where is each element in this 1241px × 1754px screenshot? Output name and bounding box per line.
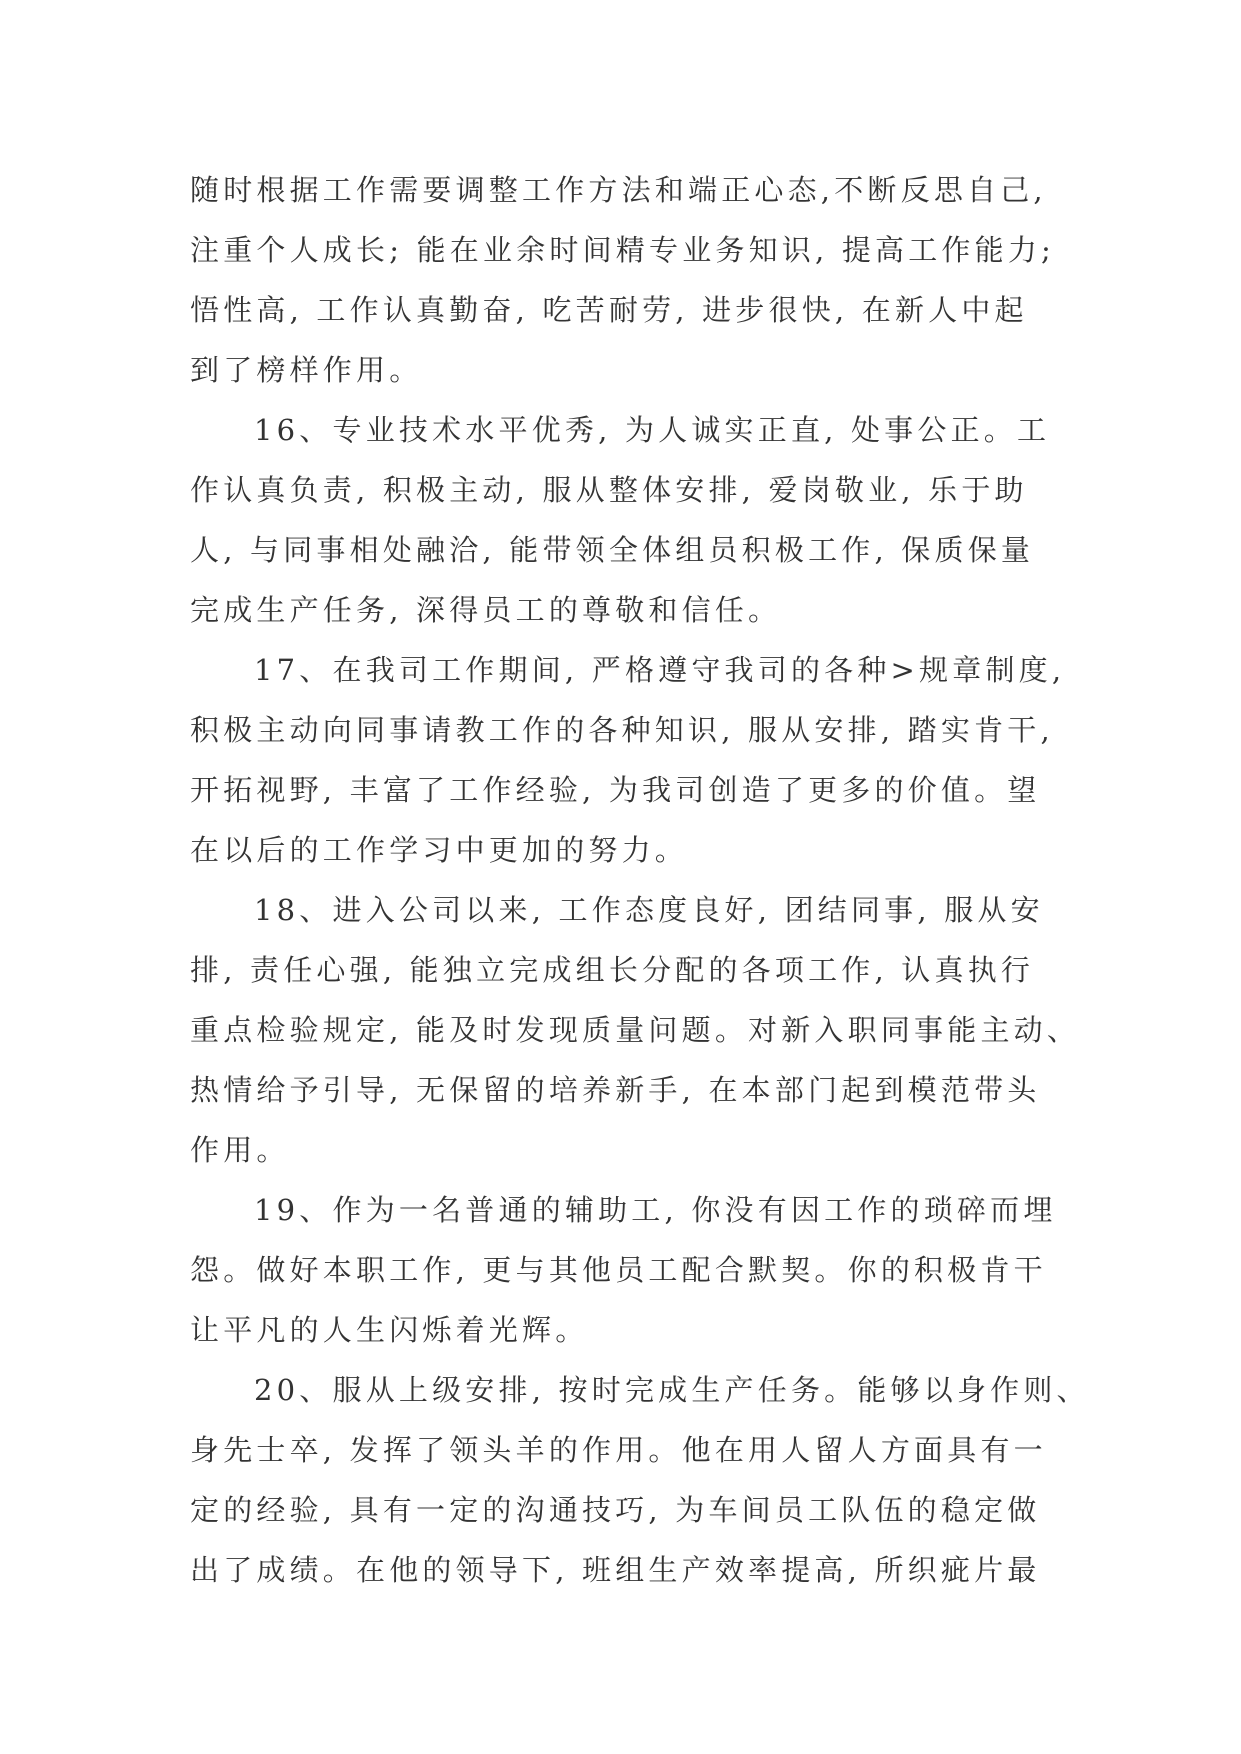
text-line: 作用。 bbox=[190, 1133, 290, 1167]
text-line: 定的经验, 具有一定的沟通技巧, 为车间员工队伍的稳定做 bbox=[190, 1493, 1041, 1527]
text-line: 悟性高, 工作认真勤奋, 吃苦耐劳, 进步很快, 在新人中起 bbox=[190, 293, 1028, 327]
text-line: 出了成绩。在他的领导下, 班组生产效率提高, 所织疵片最 bbox=[190, 1553, 1041, 1587]
text-line: 人, 与同事相处融洽, 能带领全体组员积极工作, 保质保量 bbox=[190, 533, 1035, 567]
text-line: 让平凡的人生闪烁着光辉。 bbox=[190, 1313, 589, 1347]
paragraph-20-first-line: 20、服从上级安排, 按时完成生产任务。能够以身作则、 bbox=[254, 1373, 1090, 1407]
text-line: 重点检验规定, 能及时发现质量问题。对新入职同事能主动、 bbox=[190, 1013, 1081, 1047]
text-line: 开拓视野, 丰富了工作经验, 为我司创造了更多的价值。望 bbox=[190, 773, 1041, 807]
paragraph-19-first-line: 19、作为一名普通的辅助工, 你没有因工作的琐碎而埋 bbox=[254, 1193, 1057, 1227]
text-line: 身先士卒, 发挥了领头羊的作用。他在用人留人方面具有一 bbox=[190, 1433, 1047, 1467]
text-line: 排, 责任心强, 能独立完成组长分配的各项工作, 认真执行 bbox=[190, 953, 1035, 987]
paragraph-18-first-line: 18、进入公司以来, 工作态度良好, 团结同事, 服从安 bbox=[254, 893, 1044, 927]
text-line: 到了榜样作用。 bbox=[190, 353, 423, 387]
text-line: 积极主动向同事请教工作的各种知识, 服从安排, 踏实肯干, bbox=[190, 713, 1054, 747]
text-line: 随时根据工作需要调整工作方法和端正心态,不断反思自己, bbox=[190, 173, 1047, 207]
text-line: 注重个人成长; 能在业余时间精专业务知识, 提高工作能力; bbox=[190, 233, 1055, 267]
text-line: 在以后的工作学习中更加的努力。 bbox=[190, 833, 689, 867]
text-line: 作认真负责, 积极主动, 服从整体安排, 爱岗敬业, 乐于助 bbox=[190, 473, 1028, 507]
paragraph-16-first-line: 16、专业技术水平优秀, 为人诚实正直, 处事公正。工 bbox=[254, 413, 1051, 447]
text-line: 热情给予引导, 无保留的培养新手, 在本部门起到模范带头 bbox=[190, 1073, 1041, 1107]
text-line: 怨。做好本职工作, 更与其他员工配合默契。你的积极肯干 bbox=[190, 1253, 1047, 1287]
paragraph-17-first-line: 17、在我司工作期间, 严格遵守我司的各种>规章制度, bbox=[254, 653, 1066, 687]
body-text bbox=[190, 160, 1090, 1600]
text-line: 完成生产任务, 深得员工的尊敬和信任。 bbox=[190, 593, 782, 627]
